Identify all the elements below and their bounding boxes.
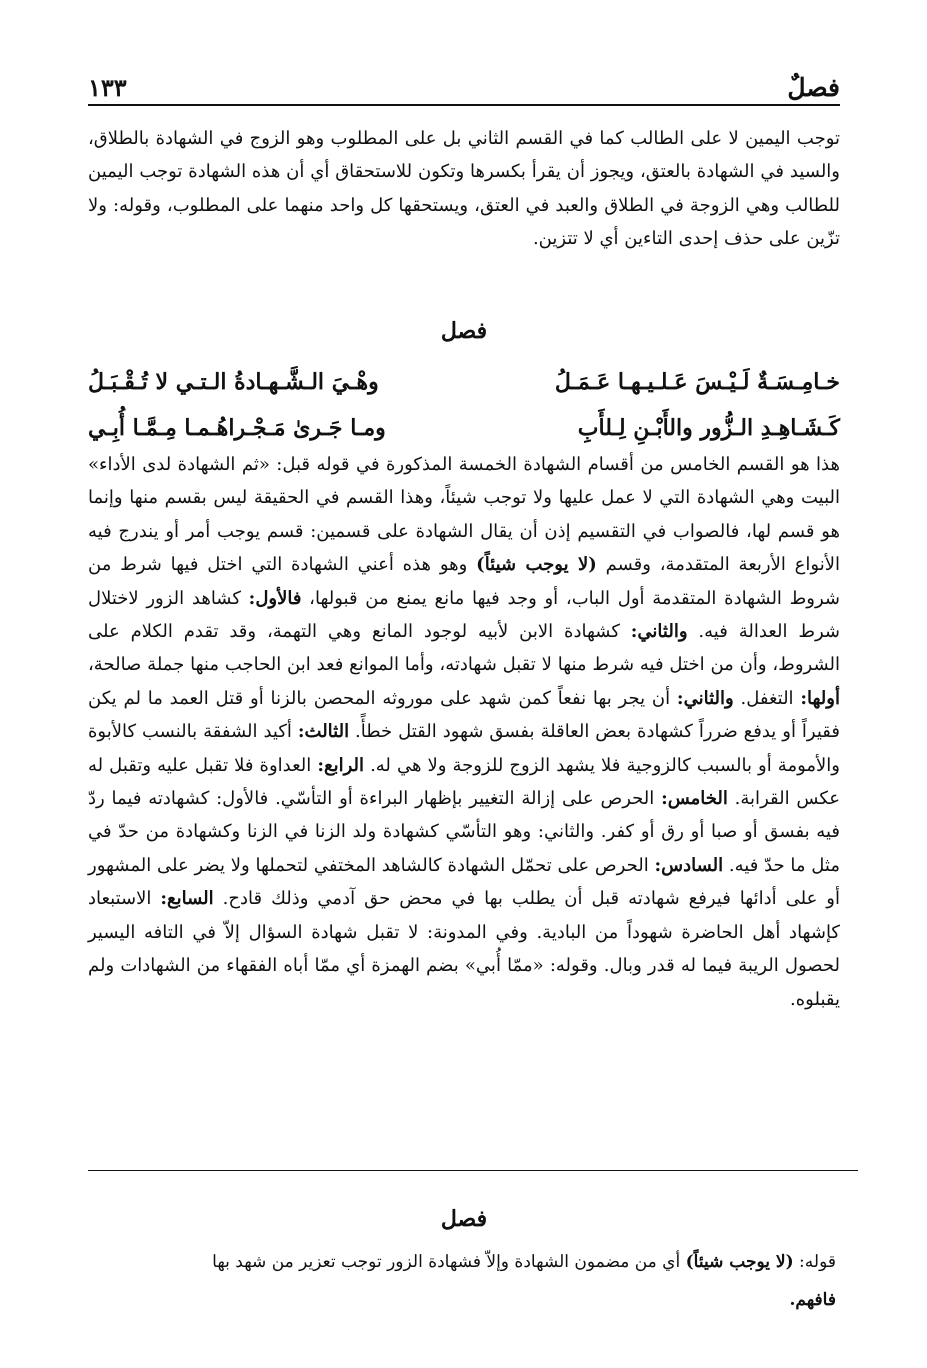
footnote-quoted-term: (لا يوجب شيئاً)	[685, 1252, 794, 1272]
verse-1-second-hemistich: وهْـيَ الـشَّـهـادةُ الـتـي لا تُـقْـبَـلُ	[88, 369, 379, 395]
page-number: ١٣٣	[88, 73, 127, 102]
text-segment: العداوة فلا تقبل عليه وتقبل له عكس القرابة.	[88, 754, 841, 810]
enumeration-label: السابع:	[160, 888, 214, 910]
enumeration-label: السادس:	[654, 854, 724, 876]
enumeration-label: فالأول:	[248, 587, 302, 609]
page-header	[88, 70, 840, 102]
footnote-text	[80, 1244, 836, 1280]
running-title: فصلٌ	[787, 73, 840, 102]
verse-line-2	[88, 408, 840, 448]
paragraph-continuation: توجب اليمين لا على الطالب كما في القسم الثاني بل على المطلوب وهو الزوج في الشهادة بالطلاق، والسيد في الشهادة بالعتق، ويجوز أن يقرأ بكسرها وتكون للاستحقاق أي أن هذه الشهادة توجب اليمين للطالب وهي الزوجة في الطلاق والعبد في العتق، ويستحقها كل واحد منهما على المطلوب، وقوله: ولا تزّين على حذف إحدى التاءين أي لا تتزين.	[88, 128, 840, 250]
verse-line-1	[88, 362, 840, 402]
text-segment: كشهادة الابن لأبيه لوجود المانع وهي التهمة، وقد تقدم الكلام على الشروط، وأن من اختل فيه شرط منها لا تقبل شهادته، وأما الموانع فعد ابن الحاجب منها جملة صالحة،	[88, 621, 840, 676]
text-segment: الحرص على إزالة التغيير بإظهار البراءة أو التأسّي. فالأول: كشهادته فيما ردّ فيه بفسق أو صبا أو رق أو كفر. والثاني: وهو التأسّي كشهادة ولد الزنا في الزنا وكشهادة من حدّ في مثل ما حدّ فيه.	[88, 788, 841, 876]
text-segment: هذا هو القسم الخامس من أقسام الشهادة الخمسة المذكورة في قوله قبل: «ثم الشهادة لدى الأداء» البيت وهي الشهادة التي لا عمل عليها ولا توجب شيئاً، وهذا القسم في الحقيقة ليس بقسم منها وإنما هو قسم لها، فالصواب في التقسيم إذن أن يقال الشهادة على قسمين: قسم يوجب أمر أو يندرج فيه الأنواع الأربعة المتقدمة، وقسم	[88, 454, 841, 576]
enumeration-label: أولها:	[800, 687, 840, 709]
commentary-paragraph	[88, 448, 840, 1016]
text-segment: أن يجر بها نفعاً كمن شهد على موروثه المحصن بالزنا أو قتل العمد ما لم يكن فقيراً أو يدفع ضرراً كشهادة بعض العاقلة بفسق شهود القتل خطأً.	[88, 687, 840, 743]
enumeration-label: الخامس:	[661, 788, 728, 810]
text-segment: وهو هذه أعني الشهادة التي اختل فيها شرط من شروط الشهادة المتقدمة أول الباب، أو وجد فيها مانع يمنع من قبولها،	[88, 554, 840, 609]
footnote-separator	[88, 1170, 858, 1171]
footnote-body: أي من مضمون الشهادة وإلاّ فشهادة الزور توجب تعزير من شهد بها	[212, 1252, 686, 1272]
footnote-closing-word: فافهم.	[789, 1290, 836, 1310]
verse-2-first-hemistich: كَـشَـاهِـدِ الـزُّور والأَبْـنِ لِـلأَبِ	[577, 415, 840, 441]
text-segment: أكيد الشفقة بالنسب كالأبوة والأمومة أو بالسبب كالزوجية فلا يشهد الزوج للزوجة ولا هي له.	[88, 721, 840, 776]
section-heading: فصل	[440, 318, 488, 344]
verse-1-first-hemistich: خـامِـسَـةٌ لَـيْـسَ عَـلـيـهـا عَـمَـلُ	[554, 369, 840, 395]
footnote-heading: فصل	[440, 1206, 488, 1232]
enumeration-label: الرابع:	[317, 754, 365, 776]
enumeration-label: والثاني:	[630, 621, 688, 643]
enumeration-label: والثاني:	[676, 687, 734, 709]
text-segment: الاستبعاد كإشهاد أهل الحاضرة شهوداً من البادية. وفي المدونة: لا تقبل شهادة السؤال إلاّ في التافه اليسير لحصول الريبة فيما له قدر وبال. وقوله: «ممّا أُبي» بضم الهمزة أي ممّا أباه الفقهاء من الشهادات ولم يقبلوه.	[88, 888, 840, 1010]
quoted-term: (لا يوجب شيئاً)	[476, 554, 597, 576]
footnote-closing	[80, 1282, 836, 1318]
text-segment: التغفل.	[733, 687, 801, 709]
header-rule	[88, 104, 840, 106]
footnote-prefix: قوله:	[793, 1252, 836, 1272]
text-segment: كشاهد الزور لاختلال شرط العدالة فيه.	[88, 587, 840, 643]
text-segment: الحرص على تحمّل الشهادة كالشاهد المختفي لتحملها ولا يضر على المشهور أو على أدائها فيرفع شهادته قبل أن يطلب بها في محض حق آدمي وذلك قادح.	[88, 854, 840, 910]
enumeration-label: الثالث:	[297, 721, 350, 743]
verse-2-second-hemistich: ومـا جَـرىٰ مَـجْـراهُـمـا مِـمَّـا أُبِـي	[88, 415, 386, 441]
